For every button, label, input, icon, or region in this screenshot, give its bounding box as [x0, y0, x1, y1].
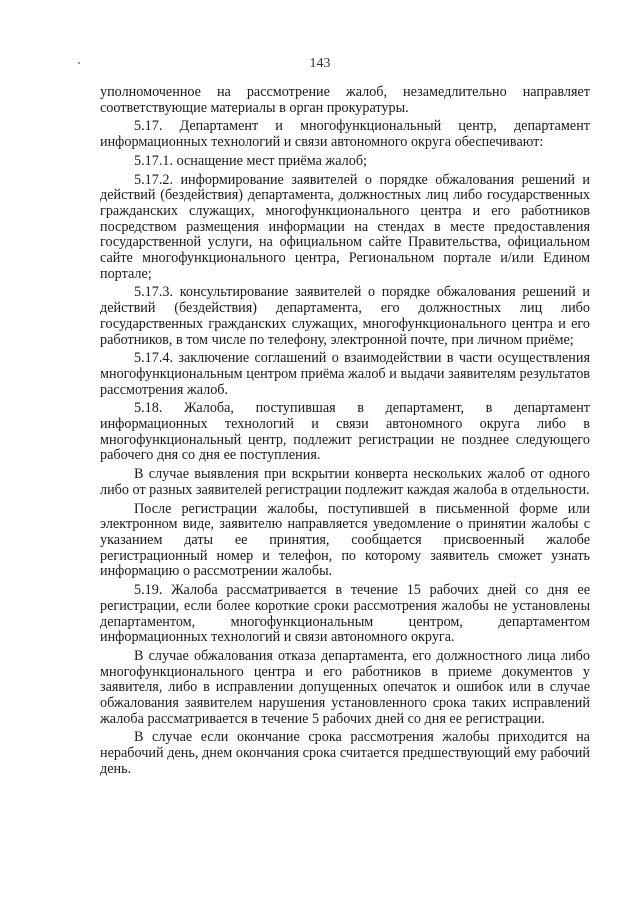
document-body	[100, 85, 590, 781]
paragraph-after-registration: После регистрации жалобы, поступившей в письменной форме или электронном виде, заявителю направляется уведомление о принятии жалобы с указанием даты ее принятия, сообщается присвоенный жалобе регистрационный номер и телефон, по которому заявитель сможет узнать информацию о рассмотрении жалобы.	[100, 500, 590, 580]
paragraph-5-19: 5.19. Жалоба рассматривается в течение 15 рабочих дней со дня ее регистрации, если более короткие сроки рассмотрения жалобы не установлены департаментом, многофункциональным центром, департаментом информационных технологий и связи автономного округа.	[100, 582, 590, 646]
paragraph-5-17: 5.17. Департамент и многофункциональный центр, департамент информационных технологий и связи автономного округа обеспечивают:	[100, 118, 590, 151]
page-number: 143	[309, 56, 331, 71]
paragraph-refusal-appeal: В случае обжалования отказа департамента, его должностного лица либо многофункционального центра и его работников в приеме документов у заявителя, либо в исправлении допущенных опечаток и ошибок или в случае обжалования заявителем нарушения установленного срока таких исправлений жалоба рассматривается в течение 5 рабочих дней со дня ее регистрации.	[100, 647, 590, 727]
paragraph-5-17-2: 5.17.2. информирование заявителей о порядке обжалования решений и действий (бездействия) департамента, должностных лиц либо государственных гражданских служащих, многофункционального центра и его работников посредством размещения информации на стендах в месте предоставления государственной услуги, на официальном сайте Правительства, официальном сайте многофункционального центра, Региональном портале и/или Едином портале;	[100, 171, 590, 282]
paragraph-5-17-3: 5.17.3. консультирование заявителей о порядке обжалования решений и действий (бездействия) департамента, его должностных лиц либо государственных гражданских служащих, многофункционального центра и его работников, в том числе по телефону, электронной почте, при личном приёме;	[100, 284, 590, 348]
paragraph-5-18: 5.18. Жалоба, поступившая в департамент, в департамент информационных технологий и связи автономного округа либо в многофункциональный центр, подлежит регистрации не позднее следующего рабочего дня со дня ее поступления.	[100, 400, 590, 464]
paragraph-non-working-day: В случае если окончание срока рассмотрения жалобы приходится на нерабочий день, днем окончания срока считается предшествующий ему рабочий день.	[100, 729, 590, 777]
paragraph-multiple-complaints: В случае выявления при вскрытии конверта нескольких жалоб от одного либо от разных заявителей регистрации подлежит каждая жалоба в отдельности.	[100, 466, 590, 498]
paragraph-continuation: уполномоченное на рассмотрение жалоб, незамедлительно направляет соответствующие материалы в орган прокуратуры.	[100, 84, 590, 116]
paragraph-5-17-1: 5.17.1. оснащение мест приёма жалоб;	[134, 152, 367, 169]
paragraph-5-17-4: 5.17.4. заключение соглашений о взаимодействии в части осуществления многофункциональным центром приёма жалоб и выдачи заявителям результатов рассмотрения жалоб.	[100, 350, 590, 398]
